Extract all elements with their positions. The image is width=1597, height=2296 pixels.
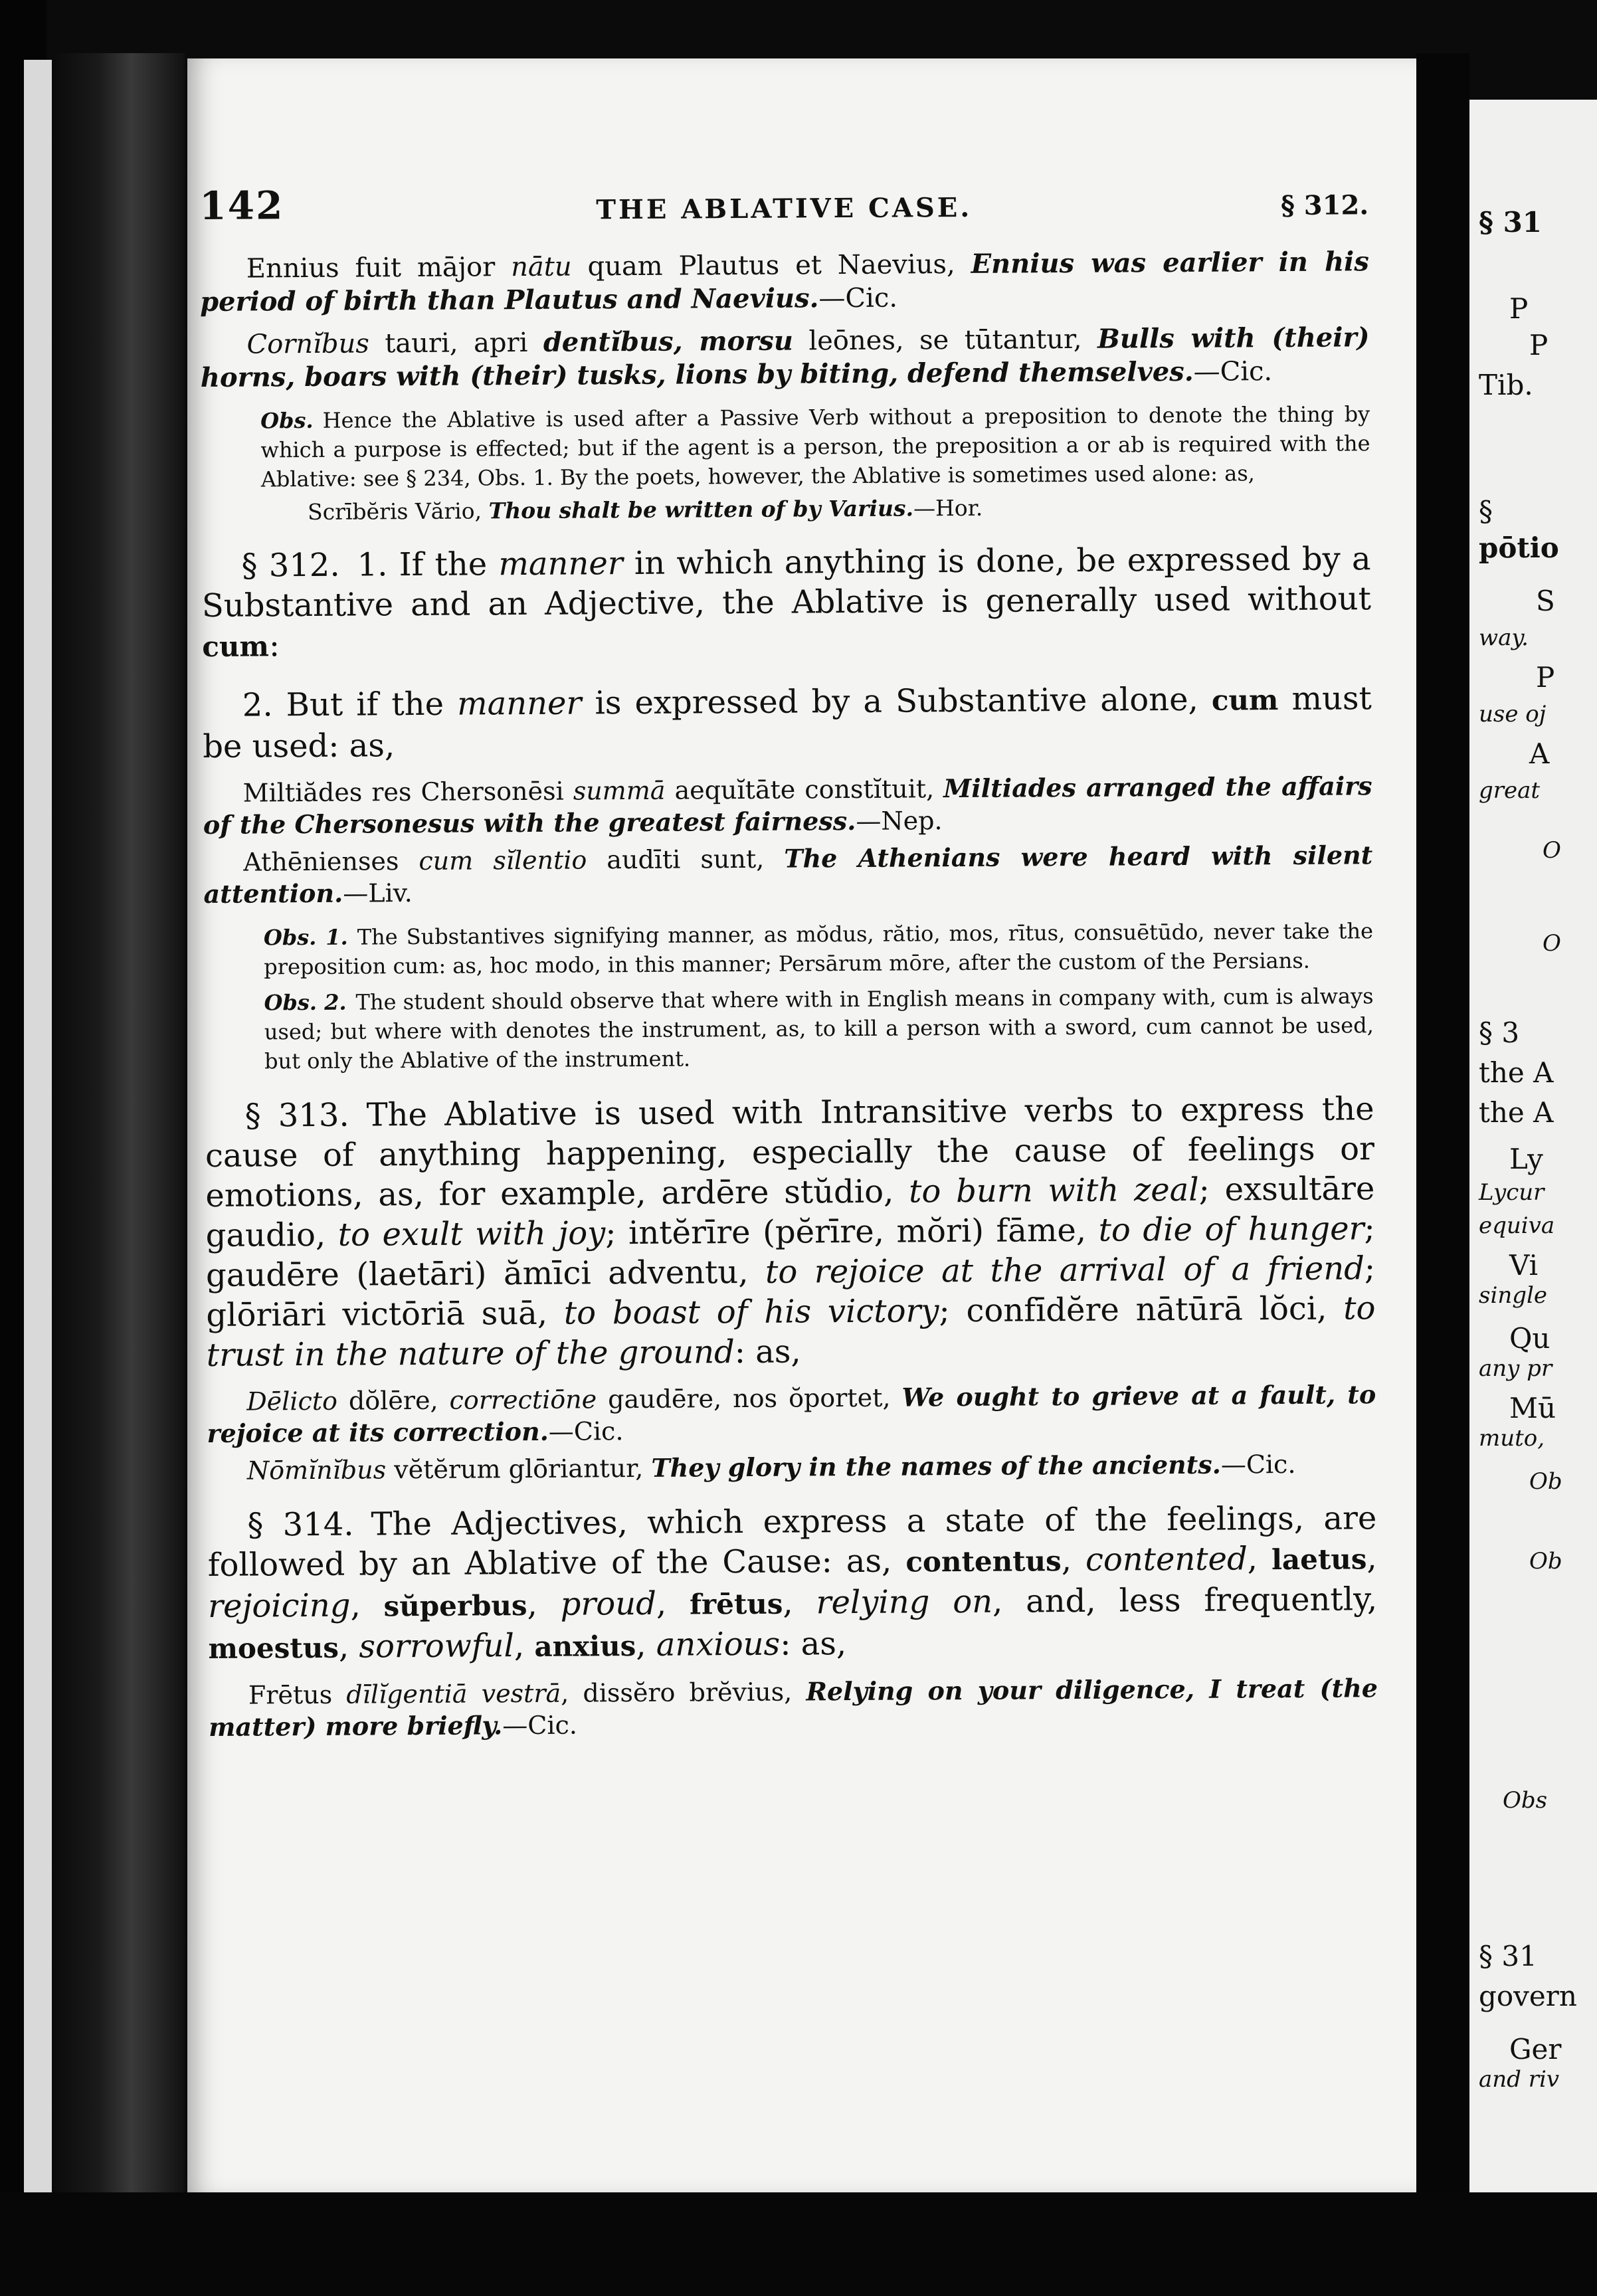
latin-keyword: cum — [202, 630, 270, 663]
english-translation: Thou shalt be written of by Varius. — [488, 495, 914, 524]
facing-fragment: Qu — [1509, 1322, 1550, 1355]
facing-fragment: O — [1543, 837, 1561, 864]
facing-fragment: any pr — [1479, 1355, 1552, 1382]
facing-fragment: A — [1529, 737, 1550, 770]
italic-gloss: sorrowful — [359, 1627, 515, 1666]
latin-text: Scrībĕris Vărio, — [307, 498, 489, 526]
latin-text: tauri, apri — [369, 327, 544, 359]
facing-fragment: P — [1536, 661, 1555, 694]
facing-fragment: govern — [1479, 1980, 1577, 2012]
italic-term: manner — [498, 545, 623, 583]
english-translation: Relying on your diligence, I treat (the matter) more briefly. — [209, 1673, 1378, 1742]
italic-gloss: relying on — [816, 1582, 993, 1622]
latin-text: leōnes, se tūtantur, — [793, 324, 1098, 357]
citation: —Liv. — [343, 878, 413, 908]
latin-text: Ennius fuit mājor — [246, 252, 512, 284]
section-number: § 313. — [244, 1096, 349, 1135]
facing-fragment: O — [1543, 930, 1561, 957]
english-translation: Bulls with (their) horns, boars with (their) tusks, lions by biting, defend themselves. — [200, 322, 1370, 393]
facing-fragment: single — [1479, 1282, 1547, 1309]
latin-text: gaudēre, nos ŏportet, — [597, 1383, 902, 1414]
facing-fragment: § 3 — [1479, 1016, 1520, 1049]
section-312-observations — [204, 916, 1374, 1076]
facing-fragment: Ob — [1529, 1468, 1562, 1495]
section-312-paragraph-2 — [203, 678, 1372, 767]
citation: —Cic. — [1220, 1449, 1296, 1480]
facing-fragment: Lycur — [1479, 1179, 1545, 1206]
example-nominibus — [207, 1448, 1376, 1487]
book-gutter — [52, 53, 185, 2246]
facing-fragment: muto, — [1479, 1425, 1545, 1452]
latin-keyword: laetus — [1271, 1543, 1367, 1577]
latin-italic: dīlĭgentiā vestrā — [346, 1678, 561, 1709]
citation: —Nep. — [856, 806, 943, 836]
facing-fragment: the A — [1479, 1056, 1554, 1089]
italic-term: manner — [456, 684, 582, 723]
section-314-paragraph: § 314. The Adjectives, which express a state of the feelings, are followed by an Ablative of the Cause: as, contentus, contented, laetus, rejoicing, sŭperbus, proud, frētus, relying on, and, less frequently, moestus, sorrowful, anxius, anxious: as, — [207, 1499, 1378, 1666]
facing-fragment: pōtio — [1479, 531, 1559, 564]
latin-text: Miltiădes res Chersonēsi — [242, 776, 573, 808]
english-translation: The Athenians were heard with silent attention. — [203, 840, 1373, 909]
facing-fragment: great — [1479, 777, 1541, 804]
scan-border-bottom — [0, 2192, 1597, 2296]
english-translation: Ennius was earlier in his period of birth than Plautus and Naevius. — [199, 246, 1369, 318]
latin-text: Frētus — [248, 1679, 347, 1710]
facing-fragment: § 31 — [1479, 206, 1543, 239]
book-spine-edge — [24, 60, 52, 2239]
latin-keyword: moestus — [208, 1631, 339, 1665]
section-313-examples — [207, 1379, 1376, 1487]
citation: —Cic. — [818, 282, 898, 314]
citation: —Cic. — [1193, 356, 1273, 387]
example-ennius — [200, 245, 1370, 319]
italic-gloss: contented — [1085, 1540, 1248, 1578]
obs-label: Obs. 2. — [264, 989, 347, 1016]
body-text: 1. If the — [357, 545, 499, 584]
italic-gloss: to die of hunger — [1098, 1210, 1364, 1249]
latin-italic: Dēlicto — [246, 1386, 338, 1416]
section-reference: § 312. — [1280, 189, 1369, 222]
section-312-examples — [203, 770, 1372, 910]
latin-keyword: frētus — [689, 1587, 783, 1621]
section-312-paragraph-1 — [201, 539, 1371, 667]
observation-1 — [264, 916, 1374, 981]
body-text: The Adjectives, which express a state of the feelings, are followed by an Ablative of the Cause: as, — [207, 1499, 1377, 1584]
italic-gloss: to exult with joy — [337, 1214, 606, 1254]
example-miltiades — [203, 770, 1372, 841]
italic-gloss: to rejoice at the arrival of a friend — [765, 1250, 1365, 1291]
italic-gloss: to burn with zeal — [908, 1171, 1199, 1210]
latin-italic: cum sĭlentio — [419, 845, 587, 876]
body-text: must be used: as, — [203, 680, 1372, 765]
facing-fragment: P — [1529, 329, 1549, 361]
italic-gloss: anxious — [656, 1625, 781, 1664]
latin-italic: Cornĭbus — [246, 328, 369, 360]
body-text: ; exsultāre gaudio, — [205, 1170, 1375, 1254]
latin-italic: Nōmĭnĭbus — [246, 1455, 387, 1485]
facing-fragment: Vi — [1509, 1249, 1539, 1282]
page-gap — [1416, 53, 1469, 2259]
body-text: : as, — [734, 1333, 801, 1371]
example-delicto — [207, 1379, 1376, 1450]
obs-text: The Substantives signifying manner, as mŏdus, rătio, mos, rītus, consuētūdo, never take the preposition cum: as, hoc modo, in this manner; Persārum mōre, after the custom of the Persians. — [264, 918, 1374, 980]
body-text: , and, less frequently, — [992, 1580, 1378, 1620]
body-text: 2. But if the — [242, 685, 458, 724]
latin-text: Athēnienses — [243, 846, 419, 877]
body-text: : — [268, 626, 280, 664]
italic-gloss: proud — [560, 1584, 657, 1623]
facing-page-edge — [1469, 100, 1597, 2212]
latin-italic: correctiōne — [449, 1385, 597, 1415]
body-text: ; gaudēre (laetāri) ămīci adventu, — [205, 1210, 1375, 1294]
section-number: § 312. — [241, 546, 340, 585]
latin-text: quam Plautus et Naevius, — [571, 248, 971, 282]
body-text: in which anything is done, be expressed by a Substantive and an Adjective, the Ablative is generally used without — [201, 540, 1372, 624]
facing-fragment: Tib. — [1479, 369, 1533, 401]
italic-gloss: rejoicing — [207, 1586, 351, 1625]
latin-italic: summā — [573, 775, 666, 806]
example-cornibus — [200, 321, 1370, 395]
section-313-paragraph — [205, 1089, 1376, 1375]
latin-italic: dentĭbus, morsu — [543, 325, 794, 358]
latin-keyword: anxius — [534, 1630, 636, 1663]
latin-keyword: cum — [1211, 684, 1279, 717]
latin-text: vĕtĕrum glōriantur, — [385, 1453, 652, 1485]
english-translation: We ought to grieve at a fault, to rejoice at its correction. — [207, 1379, 1376, 1448]
facing-fragment: Ob — [1529, 1548, 1562, 1575]
latin-italic: nātu — [511, 251, 572, 283]
latin-text: audīti sunt, — [587, 844, 785, 875]
obs-label: Obs. 1. — [263, 924, 348, 951]
obs-label: Obs. — [260, 407, 314, 434]
latin-text: aequĭtāte constĭtuit, — [665, 774, 944, 805]
body-text: ; glōriāri victōriā suā, — [206, 1250, 1376, 1334]
section-number: § 314. — [247, 1505, 354, 1544]
example-fretus — [209, 1672, 1378, 1743]
facing-fragment: use oj — [1479, 701, 1547, 727]
facing-fragment: S — [1536, 585, 1555, 617]
body-text: ; intĕrīre (pĕrīre, mŏri) fāme, — [605, 1211, 1099, 1252]
page-header — [199, 172, 1369, 252]
body-text: The Ablative is used with Intransitive verbs to express the cause of anything happening, especially the cause of feelings or emotions, as, for example, ardēre stŭdio, — [205, 1090, 1375, 1214]
facing-fragment: the A — [1479, 1096, 1554, 1129]
facing-fragment: Mū — [1509, 1392, 1556, 1424]
facing-fragment: way. — [1479, 624, 1529, 651]
citation: —Cic. — [548, 1416, 624, 1446]
facing-fragment: P — [1509, 292, 1529, 325]
page-number: 142 — [199, 183, 284, 229]
running-title: THE ABLATIVE CASE. — [596, 191, 973, 226]
latin-text: , dissĕro brĕvius, — [561, 1677, 806, 1708]
page-content — [199, 172, 1378, 1757]
body-text: : as, — [780, 1625, 847, 1663]
latin-keyword: sŭperbus — [383, 1589, 527, 1623]
example-scriberis — [308, 491, 1370, 527]
facing-fragment: § 31 — [1479, 1940, 1537, 1972]
example-athenienses — [203, 839, 1373, 910]
facing-fragment: § — [1479, 495, 1493, 527]
facing-fragment: Ly — [1509, 1143, 1543, 1175]
italic-gloss: to trust in the nature of the ground — [206, 1290, 1376, 1374]
observation-passive — [260, 399, 1370, 494]
citation: —Hor. — [913, 494, 983, 522]
english-translation: Miltiades arranged the affairs of the Chersonesus with the greatest fairness. — [203, 771, 1372, 840]
facing-fragment: and riv — [1479, 2066, 1560, 2093]
facing-fragment: equiva — [1479, 1212, 1555, 1239]
latin-text: dŏlēre, — [337, 1385, 450, 1416]
section-314-examples — [209, 1672, 1378, 1743]
latin-keyword: contentus — [905, 1545, 1062, 1578]
italic-gloss: to boast of his victory — [563, 1292, 939, 1332]
body-text: ; confīdĕre nātūrā lŏci, — [939, 1290, 1344, 1330]
body-text: is expressed by a Substantive alone, — [581, 680, 1212, 722]
observation-2 — [264, 981, 1374, 1076]
english-translation: They glory in the names of the ancients. — [651, 1449, 1222, 1483]
citation: —Cic. — [502, 1710, 578, 1741]
obs-text: The student should observe that where with in English means in company with, cum is always used; but where with denotes the instrument, as, to kill a person with a sword, cum cannot be used, but only the Ablative of the instrument. — [264, 983, 1374, 1074]
obs-text: Hence the Ablative is used after a Passive Verb without a preposition to denote the thing by which a purpose is effected; but if the agent is a person, the preposition a or ab is required with the Ablative: see § 234, Obs. 1. By the poets, however, the Ablative is sometimes used alone: as, — [260, 401, 1370, 492]
facing-fragment: Ger — [1509, 2033, 1562, 2065]
facing-fragment: Obs — [1503, 1787, 1548, 1814]
